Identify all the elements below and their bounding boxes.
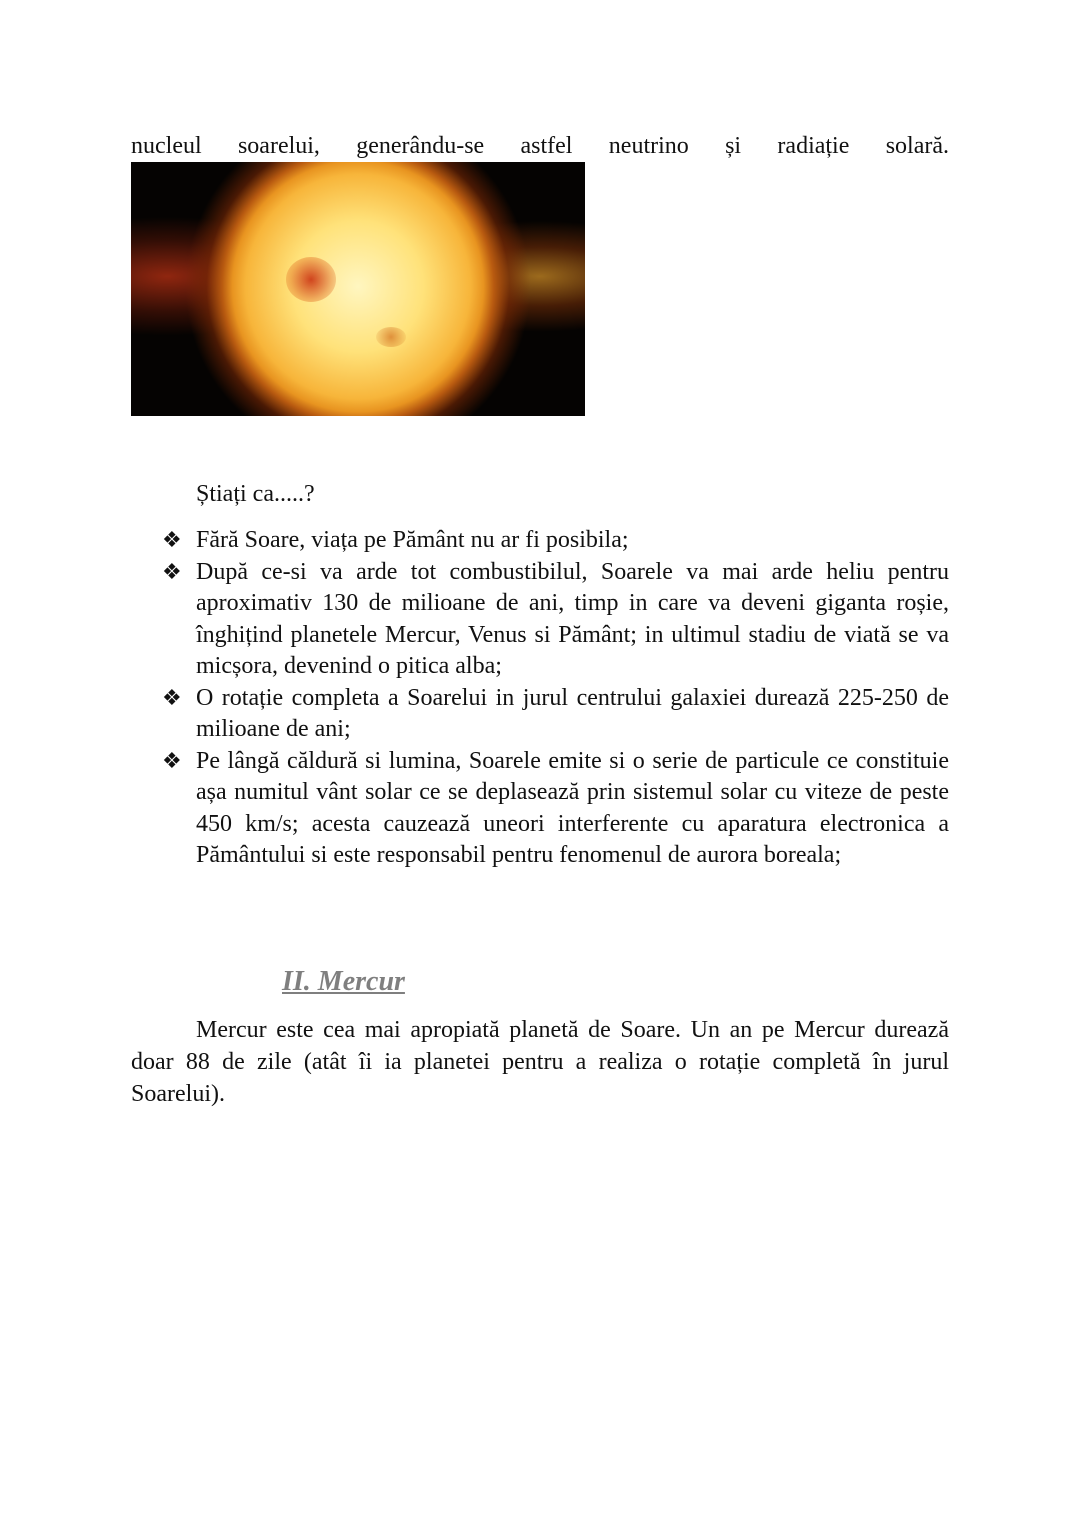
- list-item-text: După ce-si va arde tot combustibilul, Soarele va mai arde heliu pentru aproximativ 130 de milioane de ani, timp in care va deveni giganta roșie, înghițind planetele Mercur, Venus si Pământ; in ultimul stadiu de viată se va micșora, devenind o pitica alba;: [196, 558, 949, 679]
- word: radiație: [777, 133, 850, 159]
- word: și: [725, 133, 742, 159]
- word: astfel: [520, 133, 573, 159]
- list-item: [160, 746, 949, 872]
- diamond-bullet-icon: ❖: [162, 748, 182, 774]
- diamond-bullet-icon: ❖: [162, 559, 182, 585]
- word: neutrino: [608, 133, 689, 159]
- diamond-bullet-icon: ❖: [162, 528, 182, 553]
- list-item: [160, 525, 949, 557]
- word: nucleul: [131, 133, 202, 159]
- list-item-text: Fără Soare, viața pe Pământ nu ar fi posibila;: [196, 527, 629, 553]
- list-item-text: O rotație completa a Soarelui in jurul centrului galaxiei durează 225-250 de milioane de ani;: [196, 684, 949, 742]
- word: soarelui,: [237, 133, 320, 159]
- sunspot-decoration: [376, 327, 406, 347]
- did-you-know-intro: Știați ca.....?: [196, 481, 315, 507]
- section-paragraph: Mercur este cea mai apropiată planetă de Soare. Un an pe Mercur durează doar 88 de zile (atât îi ia planetei pentru a realiza o rotație completă în jurul Soarelui).: [131, 1017, 949, 1107]
- sun-image: [131, 162, 585, 416]
- sunspot-decoration: [286, 257, 336, 302]
- paragraph-continuation-line: [131, 130, 949, 162]
- facts-list: [160, 525, 949, 872]
- diamond-bullet-icon: ❖: [162, 685, 182, 711]
- list-item-text: Pe lângă căldură si lumina, Soarele emite si o serie de particule ce constituie așa numitul vânt solar ce se deplasează prin sistemul solar cu viteze de peste 450 km/s; acesta cauzează uneori interferente cu aparatura electronica a Pământului si este responsabil pentru fenomenul de aurora boreala;: [196, 747, 949, 868]
- list-item: [160, 683, 949, 746]
- word: solară.: [885, 133, 949, 159]
- word: generându-se: [356, 133, 485, 159]
- list-item: [160, 557, 949, 683]
- section-heading: II. Mercur: [282, 966, 405, 997]
